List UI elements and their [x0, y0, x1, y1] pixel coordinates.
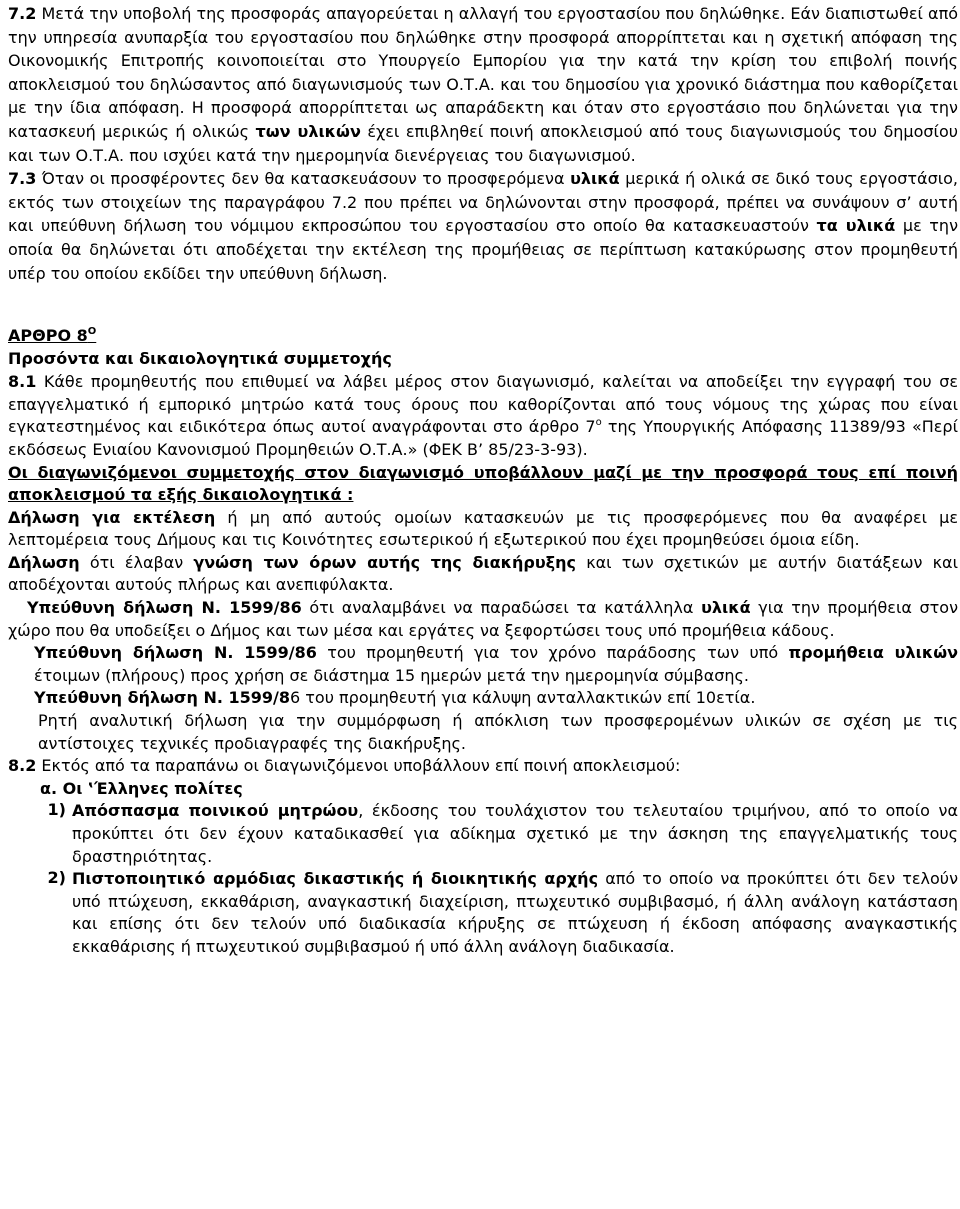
- requirement-1: Δήλωση για εκτέλεση ή μη από αυτούς ομοίων κατασκευών με τις προσφερόμενες που θα αναφέρει με λεπτομέρεια τους Δήμους και τις Κοινότητες εσωτερικού ή εξωτερικού που έχει προμηθεύσει όμοια είδη.: [8, 507, 958, 550]
- item-number: 2): [47, 868, 66, 888]
- paragraph-8-2: 8.2 Εκτός από τα παραπάνω οι διαγωνιζόμενοι υποβάλλουν επί ποινή αποκλεισμού:: [8, 756, 681, 776]
- document-page: [8, 2, 958, 959]
- requirement-5: Υπεύθυνη δήλωση Ν. 1599/86 του προμηθευτή για κάλυψη ανταλλακτικών επί 10ετία.: [34, 688, 756, 708]
- requirement-2: Δήλωση ότι έλαβαν γνώση των όρων αυτής της διακήρυξης και των σχετικών με αυτήν διατάξεων και αποδέχονται αυτούς πλήρως και ανεπιφύλακτα.: [8, 552, 959, 595]
- section-number: 8.2: [8, 756, 37, 776]
- requirements-heading: Οι διαγωνιζόμενοι συμμετοχής στον διαγωνισμό υποβάλλουν μαζί με την προσφορά τους επί ποινή αποκλεισμού τα εξής δικαιολογητικά :: [8, 462, 958, 505]
- numbered-item-2: 2) Πιστοποιητικό αρμόδιας δικαστικής ή διοικητικής αρχής από το οποίο να προκύπτει ότι δεν τελούν υπό πτώχευση, εκκαθάριση, αναγκαστική διαχείριση, πτωχευτικό συμβιβασμό, ή άλλη ανάλογη κατάσταση και επίσης ότι δεν τελούν υπό διαδικασία κήρυξης σε πτώχευση ή έκδοση απόφασης αναγκαστικής εκκαθάρισης ή πτωχευτικού συμβιβασμού ή υπό άλλη ανάλογη διαδικασία.: [8, 868, 958, 958]
- requirement-6: Ρητή αναλυτική δήλωση για την συμμόρφωση ή απόκλιση των προσφερομένων υλικών σε σχέση με τις αντίστοιχες τεχνικές προδιαγραφές της διακήρυξης.: [38, 711, 958, 753]
- article-subtitle: Προσόντα και δικαιολογητικά συμμετοχής: [8, 349, 392, 369]
- section-number: 7.3: [8, 169, 37, 189]
- item-number: 1): [47, 800, 66, 820]
- section-number: 7.2: [8, 4, 37, 23]
- requirement-4: Υπεύθυνη δήλωση Ν. 1599/86 του προμηθευτή για τον χρόνο παράδοσης των υπό προμήθεια υλικών έτοιμων (πλήρους) προς χρήση σε διάστημα 15 ημερών μετά την ημερομηνία σύμβασης.: [34, 643, 959, 685]
- article-title: ΑΡΘΡΟ $8^O$: [8, 326, 97, 346]
- spacer: [8, 285, 958, 321]
- subsection-greek-citizens: α. Οι ‛Έλληνες πολίτες: [40, 778, 243, 798]
- numbered-item-1: 1) Απόσπασμα ποινικού μητρώου, έκδοσης του τουλάχιστον του τελευταίου τριμήνου, από το οποίο να προκύπτει ότι δεν έχουν καταδικασθεί για αδίκημα σχετικό με την άσκηση της επαγγελματικής τους δραστηριότητας.: [8, 800, 958, 868]
- paragraph-7-3: 7.3 Όταν οι προσφέροντες δεν θα κατασκευάσουν το προσφερόμενα υλικά μερικά ή ολικά σε δικό τους εργοστάσιο, εκτός των στοιχείων της παραγράφου 7.2 που πρέπει να δηλώνονται στην προσφορά, πρέπει να συνάψουν σ’ αυτή και υπεύθυνη δήλωση του νόμιμου εκπροσώπου του εργοστασίου στο οποίο θα κατασκευαστούν τα υλικά με την οποία θα δηλώνεται ότι αποδέχεται την εκτέλεση της προμήθειας σε περίπτωση κατακύρωσης στον προμηθευτή υπέρ του οποίου εκδίδει την υπεύθυνη δήλωση.: [8, 169, 959, 283]
- paragraph-7-2: 7.2 Μετά την υποβολή της προσφοράς απαγορεύεται η αλλαγή του εργοστασίου που δηλώθηκε. Εάν διαπιστωθεί από την υπηρεσία ανυπαρξία του εργοστασίου που δηλώθηκε στην προσφορά απορρίπτεται και η σχετική απόφαση της Οικονομικής Επιτροπής κοινοποιείται στο Υπουργείο Εμπορίου για την κατά την κρίση του επιβολή ποινής αποκλεισμού του δηλώσαντος από διαγωνισμούς των Ο.Τ.Α. και του δημοσίου για χρονικό διάστημα που καθορίζεται με την ίδια απόφαση. Η προσφορά απορρίπτεται ως απαράδεκτη και όταν στο εργοστάσιο που δηλώνεται για την κατασκευή μερικώς ή ολικώς των υλικών έχει επιβληθεί ποινή αποκλεισμού από τους διαγωνισμούς του δημοσίου και των Ο.Τ.Α. που ισχύει κατά την ημερομηνία διενέργειας του διαγωνισμού.: [8, 4, 959, 165]
- paragraph-8-1: 8.1 Κάθε προμηθευτής που επιθυμεί να λάβει μέρος στον διαγωνισμό, καλείται να αποδείξει την εγγραφή του σε επαγγελματικό ή εμπορικό μητρώο κατά τους όρους που καθορίζονται από τους νόμους της χώρας που είναι εγκατεστημένος και ειδικότερα όπως αυτοί αναγράφονται στο άρθρο $7^o$ της Υπουργικής Απόφασης 11389/93 «Περί εκδόσεως Ενιαίου Κανονισμού Προμηθειών Ο.Τ.Α.» (ΦΕΚ Β’ 85/23-3-93).: [8, 372, 959, 459]
- section-number: 8.1: [8, 372, 37, 392]
- requirement-3: Υπεύθυνη δήλωση Ν. 1599/86 ότι αναλαμβάνει να παραδώσει τα κατάλληλα υλικά για την προμήθεια στον χώρο που θα υποδείξει ο Δήμος και των μέσα και εργάτες να ξεφορτώσει τους υπό προμήθεια κάδους.: [8, 598, 959, 640]
